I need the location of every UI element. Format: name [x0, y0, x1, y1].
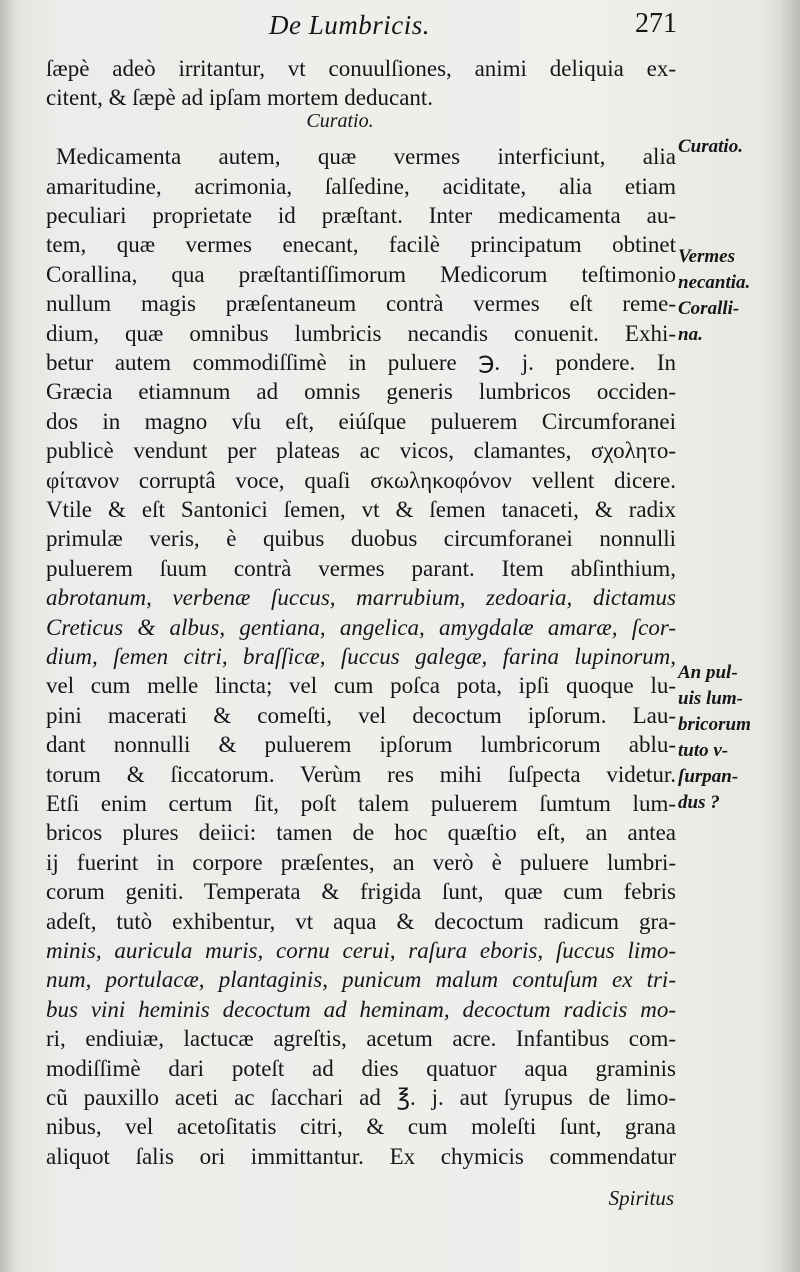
text-line: citent, & ſæpè ad ipſam mortem deducant. — [46, 85, 434, 111]
text-line: Græcia etiamnum ad omnis generis lumbricos occiden- — [46, 379, 676, 405]
text-line: tem, quæ vermes enecant, facilè principatum obtinet — [46, 232, 676, 258]
text-line: modiſſimè dari poteſt ad dies quatuor aqua graminis — [46, 1055, 676, 1081]
text-line: bus vini heminis decoctum ad heminam, decoctum radicis mo- — [46, 996, 676, 1022]
page-edge-shadow — [780, 0, 800, 1272]
margin-note-line: ſurpan- — [678, 766, 739, 787]
text-line: pini macerati & comeſti, vel decoctum ipſorum. Lau- — [46, 702, 676, 728]
text-line: betur autem commodiſſimè in puluere ℈. j. pondere. In — [46, 350, 676, 375]
text-line: vel cum melle lincta; vel cum poſca pota, ipſi quoque lu- — [46, 673, 676, 699]
text-line: num, portulacæ, plantaginis, punicum malum contuſum ex tri- — [46, 967, 676, 993]
text-line: abrotanum, verbenæ ſuccus, marrubium, zedoaria, dictamus — [46, 585, 676, 611]
text-line: dos in magno vſu eſt, eiúſque puluerem Circumforanei — [46, 408, 676, 434]
text-line: dant nonnulli & puluerem ipſorum lumbricorum ablu- — [46, 732, 676, 758]
text-line: aliquot ſalis ori immittantur. Ex chymicis commendatur — [46, 1143, 676, 1169]
margin-note-line: tuto v- — [678, 740, 729, 761]
margin-note-line: Curatio. — [678, 136, 743, 157]
text-line: torum & ſiccatorum. Verùm res mihi ſuſpecta videtur. — [46, 761, 676, 787]
margin-note-line: bricorum — [678, 714, 751, 735]
text-line: dium, ſemen citri, braſſicæ, ſuccus galegæ, farina lupinorum, — [46, 644, 676, 669]
text-line: bricos plures deiici: tamen de hoc quæſtio eſt, an antea — [46, 820, 676, 846]
text-line: nullum magis præſentaneum contrà vermes eſt reme- — [46, 291, 676, 317]
margin-note-line: na. — [678, 324, 703, 345]
margin-note-line: necantia. — [678, 272, 751, 293]
page-number: 271 — [635, 8, 677, 39]
text-line: Medicamenta autem, quæ vermes interficiunt, alia — [56, 144, 676, 170]
catchword: Spiritus — [608, 1186, 674, 1210]
text-line: dium, quæ omnibus lumbricis necandis conuenit. Exhi- — [46, 320, 676, 346]
text-line: ri, endiuiæ, lactucæ agreſtis, acetum acre. Infantibus com- — [46, 1026, 676, 1052]
text-line: adeſt, tutò exhibentur, vt aqua & decoctum radicum gra- — [46, 908, 676, 934]
text-line: cũ pauxillo aceti ac ſacchari ad ℥. j. aut ſyrupus de limo- — [46, 1085, 676, 1110]
text-line: primulæ veris, è quibus duobus circumforanei nonnulli — [46, 526, 676, 552]
text-line: corum geniti. Temperata & frigida ſunt, quæ cum febris — [46, 879, 676, 905]
text-line: amaritudine, acrimonia, ſalſedine, aciditate, alia etiam — [46, 173, 676, 199]
text-line: publicè vendunt per plateas ac vicos, clamantes, σχολητο- — [46, 438, 676, 464]
text-line: Creticus & albus, gentiana, angelica, amygdalæ amaræ, ſcor- — [46, 614, 676, 640]
text-line: Vtile & eſt Santonici ſemen, vt & ſemen tanaceti, & radix — [46, 497, 676, 522]
margin-note-line: dus ? — [678, 792, 720, 813]
margin-note-an-pulvis — [678, 660, 751, 816]
running-title: De Lumbricis. — [269, 10, 430, 40]
text-line: ſæpè adeò irritantur, vt conuulſiones, animi deliquia ex- — [46, 56, 676, 81]
margin-note-line: An pul- — [678, 662, 738, 683]
text-line: puluerem ſuum contrà vermes parant. Item abſinthium, — [46, 555, 676, 581]
text-line: nibus, vel acetoſitatis citri, & cum moleſti ſunt, grana — [46, 1114, 676, 1140]
margin-note-line: uis lum- — [678, 688, 743, 709]
section-heading: Curatio. — [306, 110, 374, 132]
text-line: ij fuerint in corpore præſentes, an verò è puluere lumbri- — [46, 849, 676, 875]
text-line: peculiari proprietate id præſtant. Inter medicamenta au- — [46, 203, 676, 228]
text-line: φίτανον corruptâ voce, quaſi σκωληκοφόνον vellent dicere. — [46, 467, 676, 493]
text-line: Etſi enim certum ſit, poſt talem puluerem ſumtum lum- — [46, 791, 676, 816]
margin-note-curatio — [678, 134, 743, 160]
text-line: minis, auricula muris, cornu cerui, raſura eboris, ſuccus limo- — [46, 938, 676, 963]
margin-note-line: Vermes — [678, 246, 735, 267]
text-line: Corallina, qua præſtantiſſimorum Medicorum teſtimonio — [46, 261, 676, 287]
margin-note-vermes-necantia — [678, 244, 750, 348]
page-header — [255, 6, 685, 46]
margin-note-line: Coralli- — [678, 298, 740, 319]
